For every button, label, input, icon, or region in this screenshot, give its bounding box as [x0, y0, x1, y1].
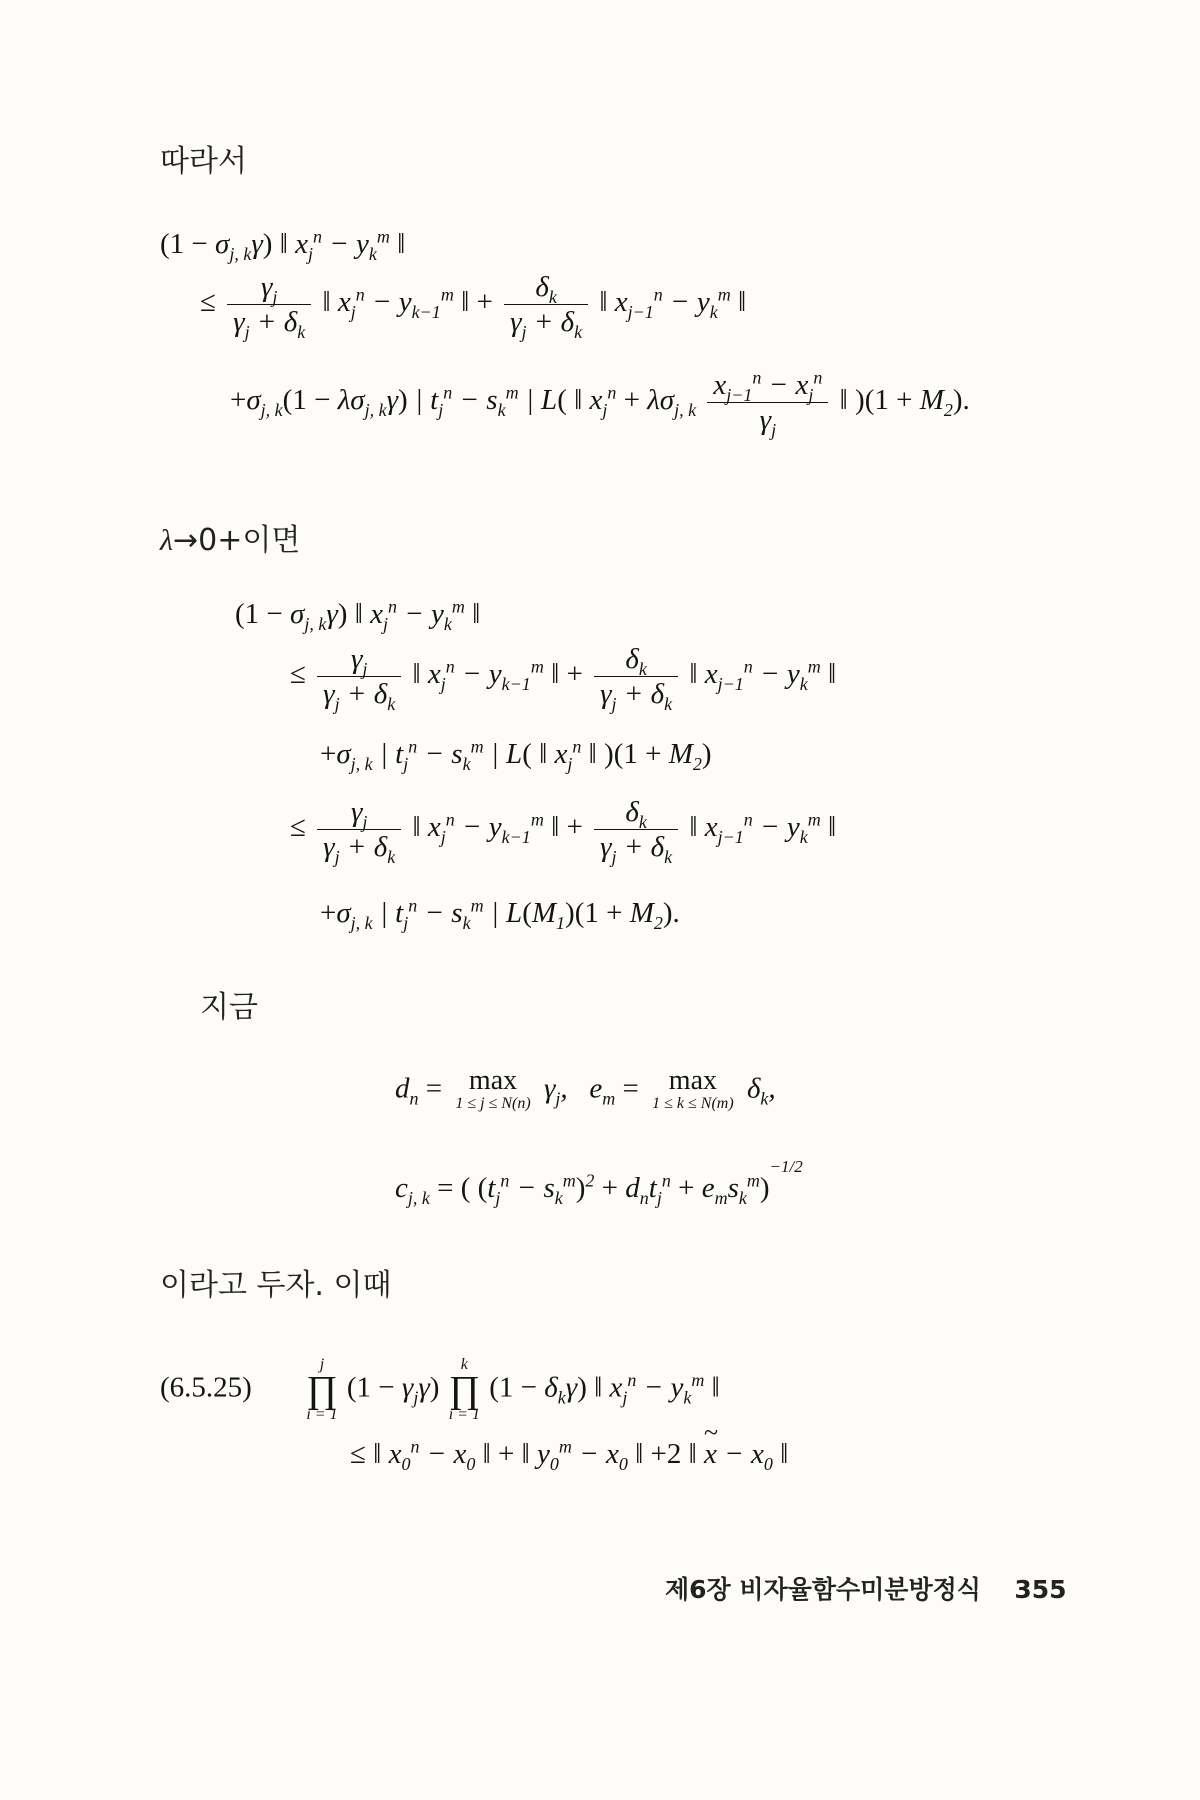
chapter-title: 제6장 비자율함수미분방정식 — [665, 1575, 981, 1604]
equation-line-4: $(1 - \sigma_{j, k}\gamma)$ ‖ $x_j^n - y_k^m$ ‖ — [235, 596, 481, 634]
page-number: 355 — [1014, 1575, 1067, 1604]
page-footer — [665, 1570, 1067, 1606]
equation-number: (6.5.25) — [160, 1371, 252, 1404]
fraction-delta: $\frac{\delta_k}{\gamma_j + \delta_k}$ — [504, 270, 588, 339]
equation-line-8: $+\sigma_{j, k}$ | $t_j^n - s_k^m$ | $L(M_1)(1 + M_2)$. — [320, 895, 680, 933]
equation-line-6: $+\sigma_{j, k}$ | $t_j^n - s_k^m$ | L( ‖ $x_j^n$ ‖ )$(1 + M_2)$ — [320, 736, 712, 774]
text-ttarase: 따라서 — [160, 144, 247, 179]
fraction-x-diff: $\frac{x_{j-1}^n - x_j^n}{\gamma_j}$ — [707, 368, 828, 437]
text-irago: 이라고 두자. 이때 — [160, 1268, 392, 1303]
text-jigeum: 지금 — [200, 990, 258, 1025]
equation-6-5-25-bound: ≤ ‖ $x_0^n - x_0$ ‖ + ‖ $y_0^m - x_0$ ‖ +2 ‖ ~ $x - x_0$ ‖ — [350, 1438, 788, 1471]
equation-line-7: ≤ $\frac{\gamma_j}{\gamma_j + \delta_k}$ ‖ $x_j^n - y_{k-1}^m$ ‖ + $\frac{\delta_k}{\gamma_j + \delta_k}$ ‖ $x_{j-1}^n - y_k^m$ ‖ — [290, 796, 837, 867]
equation-line-2: ≤ $\frac{\gamma_j}{\gamma_j + \delta_k}$ ‖ $x_j^n - y_{k-1}^m$ ‖ + $\frac{\delta_k}{\gamma_j + \delta_k}$ ‖ $x_{j-1}^n - y_k^m$ ‖ — [200, 271, 747, 342]
equation-definition-cjk: $c_{j, k}$ = ( $(t_j^n - s_k^m)^2 + d_nt_j^n + e_ms_k^m)^{-1/2}$ — [395, 1157, 803, 1208]
text-lambda-condition: λ→0+이면 — [160, 523, 301, 558]
equation-line-3: $+\sigma_{j, k}(1 - \lambda\sigma_{j, k}\gamma)$ | $t_j^n - s_k^m$ | L( ‖ $x_j^n + \lambda\sigma_{j, k}$ $\frac{x_{j-1}^n - x_j^n}{\gamma_j}$ ‖ )$(1 + M_2)$. — [230, 367, 970, 440]
equation-definitions-dn-em: $d_n$ = max 1 ≤ j ≤ N(n) $\gamma_j$, $e_m$ = max 1 ≤ k ≤ N(m) $\delta_k$, — [395, 1065, 776, 1112]
fraction-gamma: $\frac{\gamma_j}{\gamma_j + \delta_k}$ — [227, 270, 311, 339]
equation-line-1: $(1 - \sigma_{j, k}\gamma)$ ‖ $x_j^n - y_k^m$ ‖ — [160, 226, 406, 264]
equation-line-5: ≤ $\frac{\gamma_j}{\gamma_j + \delta_k}$ ‖ $x_j^n - y_{k-1}^m$ ‖ + $\frac{\delta_k}{\gamma_j + \delta_k}$ ‖ $x_{j-1}^n - y_k^m$ ‖ — [290, 643, 837, 714]
equation-6-5-25: (6.5.25) j ∏ i = 1 $(1 - \gamma_j\gamma)$ k ∏ i = 1 $(1 - \delta_k\gamma)$ ‖ $x_j^n - y_k^m$ ‖ — [160, 1356, 720, 1423]
